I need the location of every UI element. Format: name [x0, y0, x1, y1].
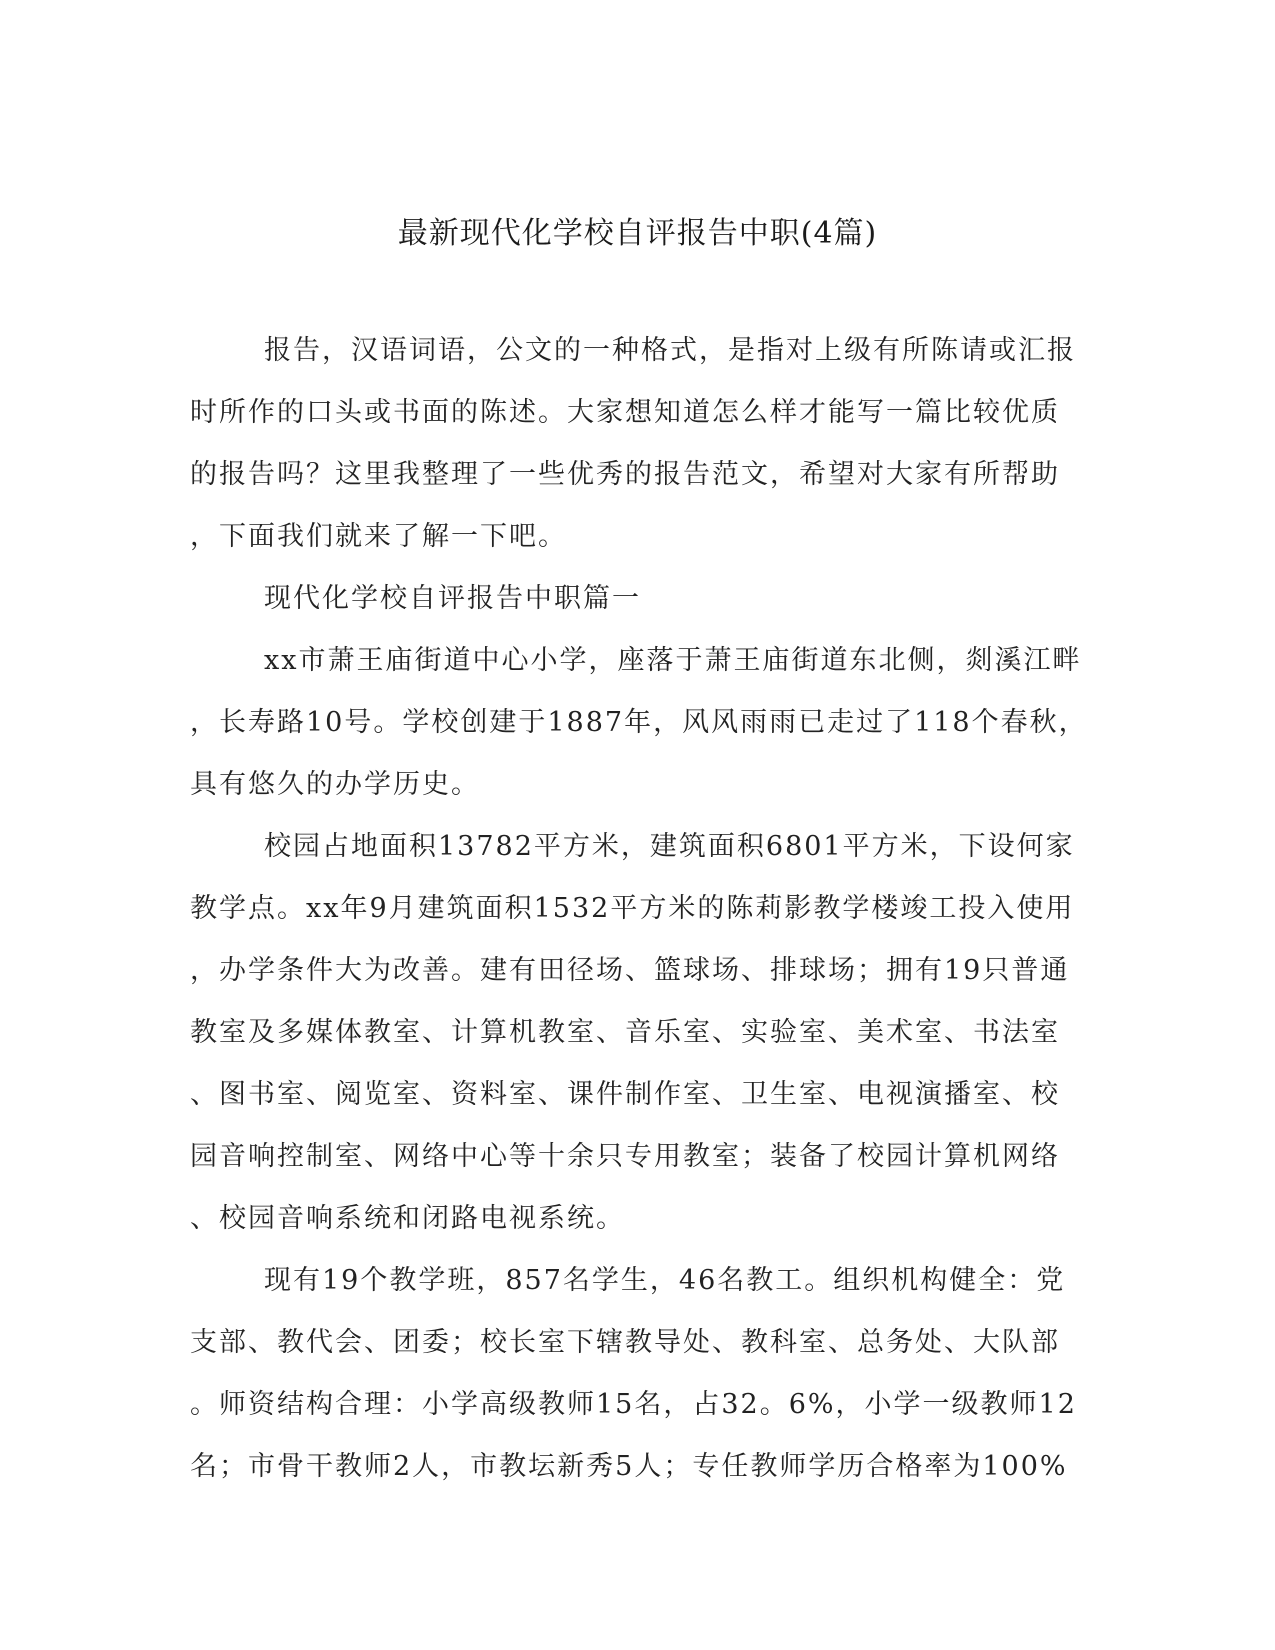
text-line: xx市萧王庙街道中心小学，座落于萧王庙街道东北侧，剡溪江畔: [264, 645, 1082, 676]
text-line: 。师资结构合理：小学高级教师15名，占32。6%，小学一级教师12: [190, 1389, 1077, 1420]
section-heading: 现代化学校自评报告中职篇一: [264, 583, 641, 614]
text-line: 、校园音响系统和闭路电视系统。: [190, 1203, 625, 1234]
text-line: 校园占地面积13782平方米，建筑面积6801平方米，下设何家: [264, 831, 1075, 862]
document-title: 最新现代化学校自评报告中职(4篇): [397, 216, 878, 251]
text-line: 支部、教代会、团委；校长室下辖教导处、教科室、总务处、大队部: [190, 1327, 1060, 1358]
text-line: 的报告吗？这里我整理了一些优秀的报告范文，希望对大家有所帮助: [190, 459, 1060, 490]
text-line: 园音响控制室、网络中心等十余只专用教室；装备了校园计算机网络: [190, 1141, 1060, 1172]
text-line: 教学点。xx年9月建筑面积1532平方米的陈莉影教学楼竣工投入使用: [190, 893, 1075, 924]
text-line: 具有悠久的办学历史。: [190, 769, 480, 800]
text-line: 、图书室、阅览室、资料室、课件制作室、卫生室、电视演播室、校: [190, 1079, 1060, 1110]
text-line: 名；市骨干教师2人，市教坛新秀5人；专任教师学历合格率为100%: [190, 1451, 1068, 1482]
text-line: 报告，汉语词语，公文的一种格式，是指对上级有所陈请或汇报: [264, 335, 1076, 366]
text-line: 时所作的口头或书面的陈述。大家想知道怎么样才能写一篇比较优质: [190, 397, 1060, 428]
text-line: ，长寿路10号。学校创建于1887年，风风雨雨已走过了118个春秋，: [190, 707, 1088, 738]
text-line: ，办学条件大为改善。建有田径场、篮球场、排球场；拥有19只普通: [190, 955, 1070, 986]
document-body: [190, 331, 1090, 1509]
text-line: 现有19个教学班，857名学生，46名教工。组织机构健全：党: [264, 1265, 1066, 1296]
text-line: 教室及多媒体教室、计算机教室、音乐室、实验室、美术室、书法室: [190, 1017, 1060, 1048]
text-line: ，下面我们就来了解一下吧。: [190, 521, 567, 552]
